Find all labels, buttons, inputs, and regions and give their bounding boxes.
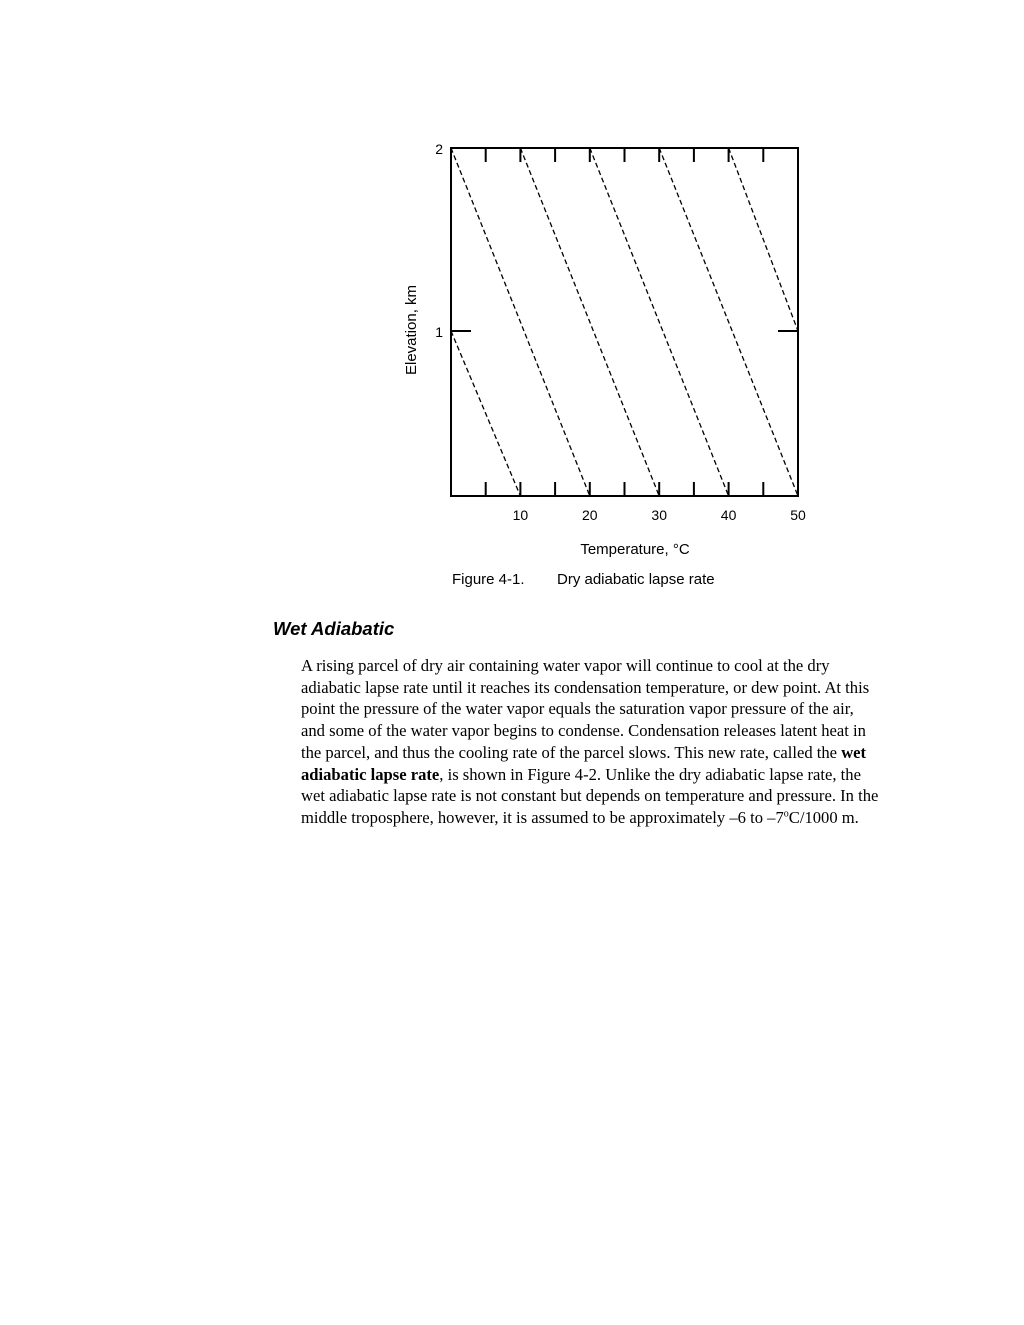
figure-caption (452, 571, 715, 588)
y-axis-label: Elevation, km (403, 284, 420, 376)
body-paragraph (301, 655, 881, 829)
y-tick-label: 2 (435, 141, 443, 157)
plot-frame (451, 148, 798, 496)
dry-adiabat-line (590, 148, 729, 496)
x-axis-label: Temperature, °C (580, 541, 690, 558)
dry-adiabat-line (659, 148, 798, 496)
body-bold-term: wet adiabatic lapse rate (301, 742, 867, 784)
dry-adiabat-line (520, 148, 659, 496)
body-text: A rising parcel of dry air containing water vapor will continue to cool at the dry adiabatic lapse rate until it reaches its condensation temperature, or dew point. At this point the pressure of the water vapor equals the saturation vapor pressure of the air, and some of the water vapor begins to condense. Condensation releases latent heat in the parcel, and thus the cooling rate of the parcel slows. This new rate, called the (301, 656, 870, 762)
figure-caption-text: Dry adiabatic lapse rate (557, 571, 715, 588)
y-tick-label: 1 (435, 324, 443, 340)
x-tick-label: 20 (582, 507, 598, 523)
dry-adiabat-line (729, 148, 798, 331)
figure-label: Figure 4-1. (452, 571, 525, 588)
x-tick-label: 30 (651, 507, 667, 523)
body-text: C/1000 m. (788, 807, 859, 827)
degree-sup: o (783, 808, 789, 820)
x-tick-label: 10 (512, 507, 529, 523)
x-tick-label: 50 (790, 507, 806, 523)
section-heading: Wet Adiabatic (273, 618, 395, 639)
lapse-rate-chart (0, 0, 1024, 600)
x-tick-label: 40 (720, 507, 737, 523)
dry-adiabat-line (451, 331, 520, 496)
dry-adiabat-line (451, 148, 590, 496)
body-text: , is shown in Figure 4-2. Unlike the dry adiabatic lapse rate, the wet adiabatic lapse rate is not constant but depends on temperature and pressure. In the middle troposphere, however, it is assumed to be approximately –6 to –7 (301, 764, 879, 827)
